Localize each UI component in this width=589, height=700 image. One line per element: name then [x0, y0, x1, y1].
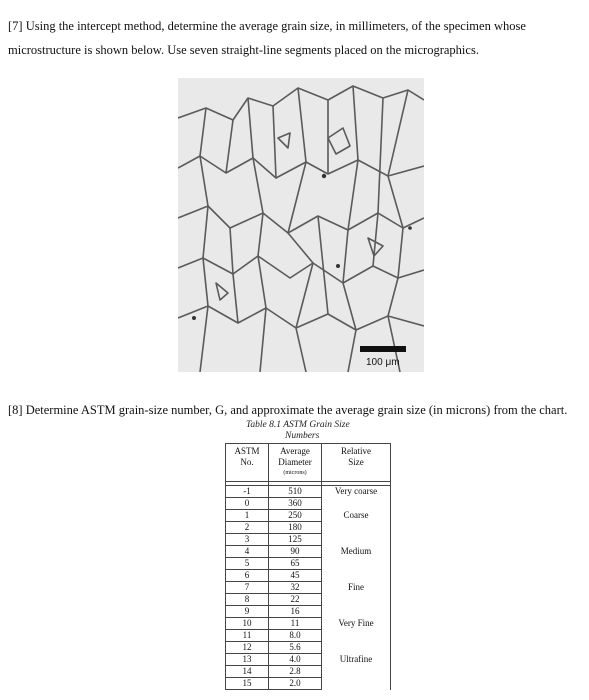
table-cell: 12 — [226, 642, 269, 654]
relative-size-label: Fine — [322, 582, 391, 618]
table-cell: 11 — [226, 630, 269, 642]
table-cell: 90 — [269, 546, 322, 558]
table-row — [226, 486, 391, 498]
header-text: Average — [280, 446, 310, 456]
table-cell: 6 — [226, 570, 269, 582]
table-row — [226, 582, 391, 594]
table-caption: Table 8.1 ASTM Grain Size — [246, 420, 350, 430]
table-cell: 360 — [269, 498, 322, 510]
table-cell: 13 — [226, 654, 269, 666]
table-cell: 180 — [269, 522, 322, 534]
table-cell: 2 — [226, 522, 269, 534]
table-cell: 5 — [226, 558, 269, 570]
table-cell: 510 — [269, 486, 322, 498]
table-cell: 11 — [269, 618, 322, 630]
table-cell: 1 — [226, 510, 269, 522]
table-cell: 250 — [269, 510, 322, 522]
micrograph-image — [178, 78, 424, 372]
table-cell: 14 — [226, 666, 269, 678]
relative-size-label: Very Fine — [322, 618, 391, 654]
relative-size-label: Coarse — [322, 510, 391, 546]
header-text: No. — [240, 457, 254, 467]
header-text: (microns) — [283, 470, 307, 476]
header-text: ASTM — [234, 446, 260, 456]
table-cell: 15 — [226, 678, 269, 690]
table-cell: 65 — [269, 558, 322, 570]
table-row — [226, 546, 391, 558]
table-caption-line2: Numbers — [285, 431, 320, 441]
table-cell: 4 — [226, 546, 269, 558]
table-cell: 22 — [269, 594, 322, 606]
relative-size-label: Ultrafine — [322, 654, 391, 690]
table-cell: 2.8 — [269, 666, 322, 678]
header-text: Diameter — [278, 457, 312, 467]
table-cell: 5.6 — [269, 642, 322, 654]
table-cell: 2.0 — [269, 678, 322, 690]
table-cell: 32 — [269, 582, 322, 594]
scale-label: 100 μm — [366, 357, 400, 368]
table-row — [226, 618, 391, 630]
table-cell: -1 — [226, 486, 269, 498]
question-7-text: [7] Using the intercept method, determine the average grain size, in millimeters, of the specimen whose microstructure is shown below. Use seven straight-line segments placed on the micrographics. — [8, 19, 526, 57]
table-cell: 3 — [226, 534, 269, 546]
header-average-diameter — [269, 444, 322, 482]
relative-size-label: Medium — [322, 546, 391, 582]
question-8-text: [8] Determine ASTM grain-size number, G, and approximate the average grain size (in microns) from the chart. — [8, 403, 568, 417]
table-cell: 0 — [226, 498, 269, 510]
header-relative-size — [322, 444, 391, 482]
table-cell: 125 — [269, 534, 322, 546]
table-cell: 45 — [269, 570, 322, 582]
table-cell: 16 — [269, 606, 322, 618]
table-cell: 7 — [226, 582, 269, 594]
table-row — [226, 654, 391, 666]
header-text: Relative — [341, 446, 371, 456]
table-cell: 8.0 — [269, 630, 322, 642]
table-row — [226, 510, 391, 522]
table-cell: 4.0 — [269, 654, 322, 666]
table-cell: 10 — [226, 618, 269, 630]
table-cell: 9 — [226, 606, 269, 618]
table-cell: 8 — [226, 594, 269, 606]
header-text: Size — [348, 457, 364, 467]
scale-bar — [360, 346, 406, 352]
astm-grain-size-table — [225, 443, 391, 690]
header-astm-no — [226, 444, 269, 482]
relative-size-label: Very coarse — [322, 486, 391, 510]
